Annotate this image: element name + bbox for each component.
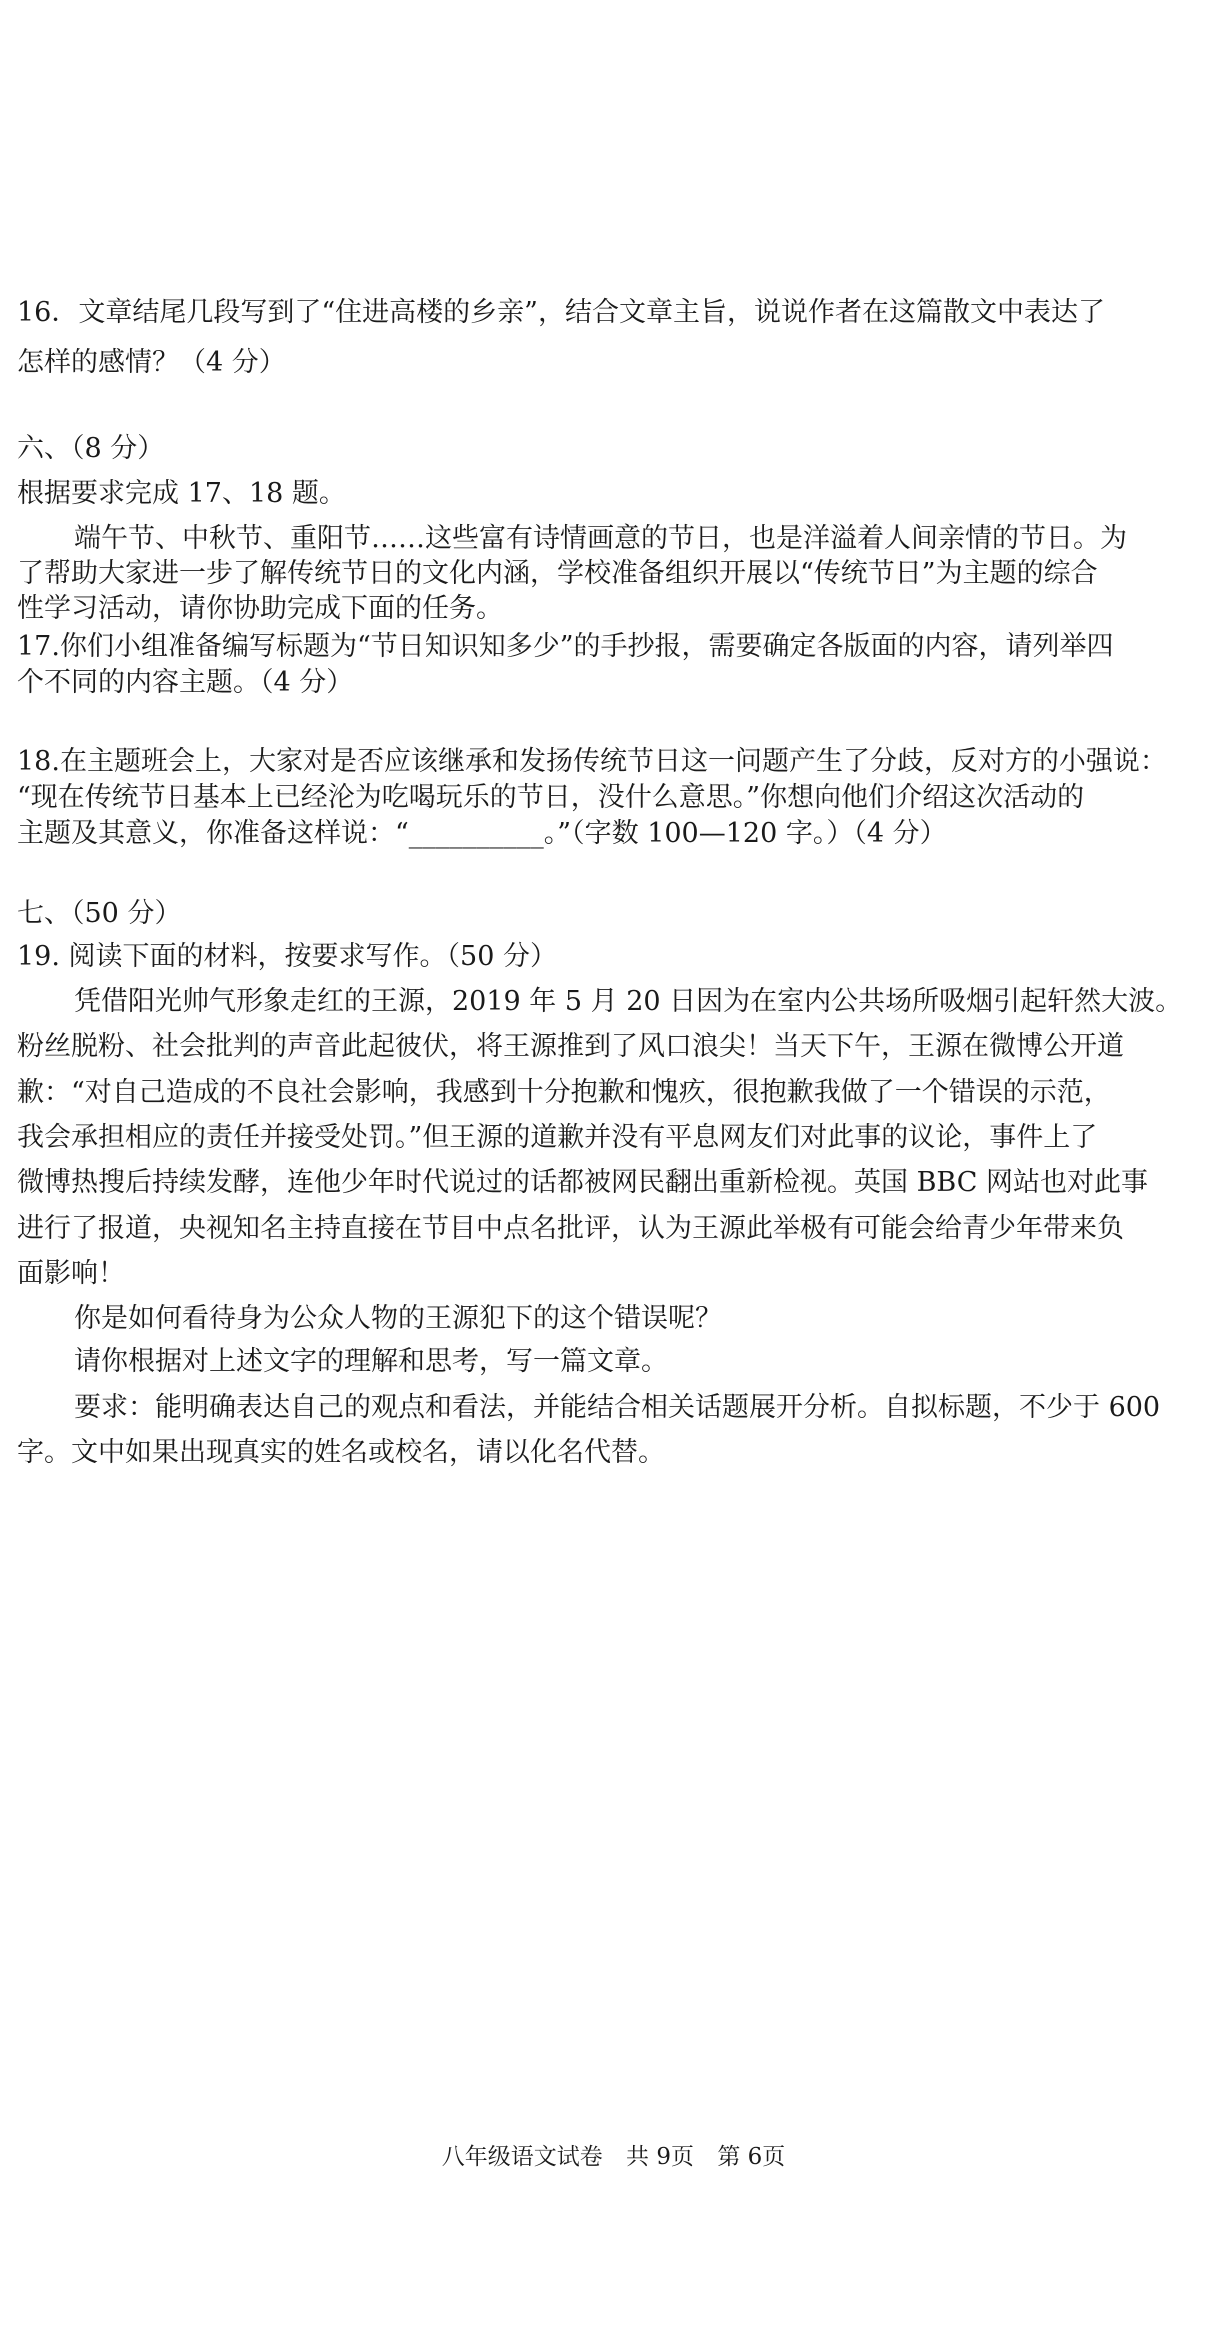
requirements-line-1: 要求：能明确表达自己的观点和看法，并能结合相关话题展开分析。自拟标题，不少于 600 [74,1392,1161,1423]
q18-line-2: “现在传统节日基本上已经沦为吃喝玩乐的节日，没什么意思。”你想向他们介绍这次活动的 [17,782,1085,813]
footer-total-pages: 共 9页 [626,2144,694,2170]
footer-page-number: 第 6页 [717,2144,786,2170]
material-line-7: 面影响！ [17,1258,125,1289]
section6-heading: 六、（8 分） [17,433,165,464]
footer-title: 八年级语文试卷 [441,2144,603,2170]
page-footer [0,2142,1227,2172]
material-line-4: 我会承担相应的责任并接受处罚。”但王源的道歉并没有平息网友们对此事的议论，事件上了 [17,1122,1098,1153]
requirements-line-2: 字。文中如果出现真实的姓名或校名，请以化名代替。 [17,1437,665,1468]
q17-line-1: 17.你们小组准备编写标题为“节日知识知多少”的手抄报，需要确定各版面的内容，请列举四 [17,631,1114,662]
q16-line-1: 16．文章结尾几段写到了“住进高楼的乡亲”，结合文章主旨，说说作者在这篇散文中表达了 [17,297,1105,328]
q18-line-3: 主题及其意义，你准备这样说：“__________。”（字数 100—120 字。）（4 分） [17,818,947,849]
section6-instruction: 根据要求完成 17、18 题。 [17,478,346,509]
material-line-5: 微博热搜后持续发酵，连他少年时代说过的话都被网民翻出重新检视。英国 BBC 网站也对此事 [17,1167,1149,1198]
section6-intro-line-2: 了帮助大家进一步了解传统节日的文化内涵，学校准备组织开展以“传统节日”为主题的综合 [17,558,1098,589]
material-line-1: 凭借阳光帅气形象走红的王源，2019 年 5 月 20 日因为在室内公共场所吸烟引起轩然大波。 [74,986,1183,1017]
q18-line-1: 18.在主题班会上，大家对是否应该继承和发扬传统节日这一问题产生了分歧，反对方的小强说： [17,746,1167,777]
q17-line-2: 个不同的内容主题。（4 分） [17,667,354,698]
section6-intro-line-3: 性学习活动，请你协助完成下面的任务。 [17,593,503,624]
material-line-3: 歉：“对自己造成的不良社会影响，我感到十分抱歉和愧疚，很抱歉我做了一个错误的示范， [17,1077,1111,1108]
section6-intro-line-1: 端午节、中秋节、重阳节……这些富有诗情画意的节日，也是洋溢着人间亲情的节日。为 [74,523,1127,554]
essay-prompt: 请你根据对上述文字的理解和思考，写一篇文章。 [74,1346,668,1377]
section7-heading: 七、（50 分） [17,898,182,929]
q19-title: 19. 阅读下面的材料，按要求写作。（50 分） [17,941,557,972]
essay-question: 你是如何看待身为公众人物的王源犯下的这个错误呢？ [74,1303,722,1334]
material-line-6: 进行了报道，央视知名主持直接在节目中点名批评，认为王源此举极有可能会给青少年带来负 [17,1213,1124,1244]
material-line-2: 粉丝脱粉、社会批判的声音此起彼伏，将王源推到了风口浪尖！当天下午，王源在微博公开道 [17,1031,1124,1062]
q16-line-2: 怎样的感情？（4 分） [17,347,286,378]
